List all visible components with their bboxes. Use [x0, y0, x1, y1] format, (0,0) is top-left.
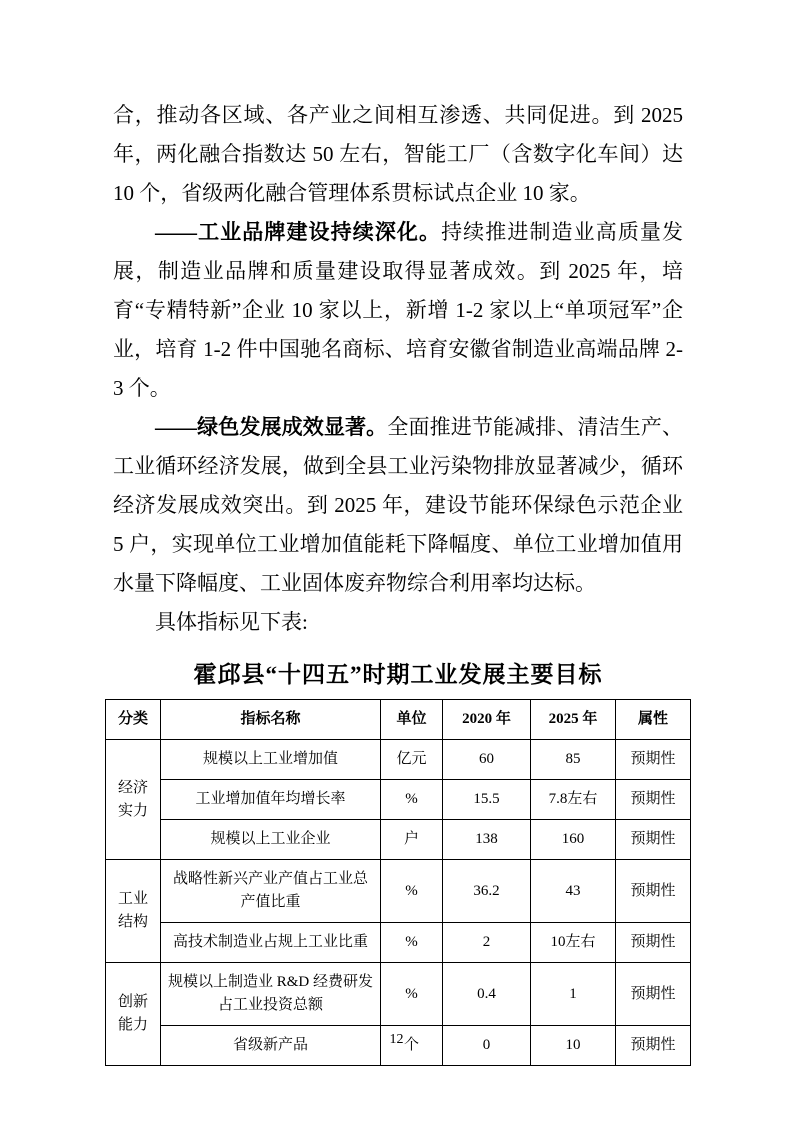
header-year-2020: 2020 年 — [443, 700, 531, 740]
cell-unit: % — [381, 963, 443, 1026]
cell-unit: % — [381, 860, 443, 923]
cell-2025-value: 10 — [531, 1026, 616, 1066]
cell-indicator: 省级新产品 — [161, 1026, 381, 1066]
cell-2025-value: 43 — [531, 860, 616, 923]
cell-indicator: 工业增加值年均增长率 — [161, 780, 381, 820]
cell-indicator: 战略性新兴产业产值占工业总产值比重 — [161, 860, 381, 923]
table-row — [106, 780, 691, 820]
header-attribute: 属性 — [616, 700, 691, 740]
cell-2025-value: 160 — [531, 820, 616, 860]
paragraph-two-integration — [113, 96, 683, 213]
paragraph-green-development — [113, 408, 683, 603]
cell-unit: 亿元 — [381, 740, 443, 780]
paragraph-text: 合，推动各区域、各产业之间相互渗透、共同促进。到 2025 年，两化融合指数达 50 左右，智能工厂（含数字化车间）达 10 个，省级两化融合管理体系贯标试点企业 10 家。 — [113, 103, 683, 205]
cell-2020-value: 0.4 — [443, 963, 531, 1026]
table-row — [106, 820, 691, 860]
cell-attribute: 预期性 — [616, 1026, 691, 1066]
document-content — [113, 96, 683, 1066]
header-unit: 单位 — [381, 700, 443, 740]
cell-category-innovation-capacity: 创新能力 — [106, 963, 161, 1066]
page-number: 12 — [389, 1032, 404, 1047]
cell-2020-value: 138 — [443, 820, 531, 860]
cell-2020-value: 60 — [443, 740, 531, 780]
cell-2020-value: 0 — [443, 1026, 531, 1066]
cell-2025-value: 7.8左右 — [531, 780, 616, 820]
paragraph-brand-building — [113, 213, 683, 408]
paragraph-lead-bold: ——绿色发展成效显著。 — [155, 415, 388, 439]
cell-unit: 户 — [381, 820, 443, 860]
table-header-row — [106, 700, 691, 740]
header-indicator-name: 指标名称 — [161, 700, 381, 740]
table-title: 霍邱县“十四五”时期工业发展主要目标 — [193, 662, 603, 687]
cell-unit: % — [381, 923, 443, 963]
paragraph-text: 持续推进制造业高质量发展，制造业品牌和质量建设取得显著成效。到 2025 年，培育“专精特新”企业 10 家以上，新增 1-2 家以上“单项冠军”企业，培育 1-2 件中国驰名商标、培育安徽省制造业高端品牌 2-3 个。 — [113, 220, 684, 400]
paragraph-text: 全面推进节能减排、清洁生产、工业循环经济发展，做到全县工业污染物排放显著减少，循环经济发展成效突出。到 2025 年，建设节能环保绿色示范企业 5 户，实现单位工业增加值能耗下降幅度、单位工业增加值用水量下降幅度、工业固体废弃物综合利用率均达标。 — [113, 415, 684, 595]
cell-unit: 个 — [381, 1026, 443, 1066]
cell-attribute: 预期性 — [616, 740, 691, 780]
table-row — [106, 963, 691, 1026]
cell-attribute: 预期性 — [616, 780, 691, 820]
cell-category-industrial-structure: 工业结构 — [106, 860, 161, 963]
cell-indicator: 规模以上制造业 R&D 经费研发占工业投资总额 — [161, 963, 381, 1026]
cell-indicator: 规模以上工业企业 — [161, 820, 381, 860]
header-category: 分类 — [106, 700, 161, 740]
cell-attribute: 预期性 — [616, 923, 691, 963]
table-row — [106, 740, 691, 780]
cell-attribute: 预期性 — [616, 820, 691, 860]
industrial-targets-table — [105, 699, 691, 1066]
cell-category-economic-strength: 经济实力 — [106, 740, 161, 860]
cell-2020-value: 2 — [443, 923, 531, 963]
cell-attribute: 预期性 — [616, 860, 691, 923]
cell-2025-value: 85 — [531, 740, 616, 780]
cell-2025-value: 1 — [531, 963, 616, 1026]
cell-2025-value: 10左右 — [531, 923, 616, 963]
cell-2020-value: 36.2 — [443, 860, 531, 923]
cell-indicator: 规模以上工业增加值 — [161, 740, 381, 780]
paragraph-table-intro — [113, 603, 683, 642]
header-year-2025: 2025 年 — [531, 700, 616, 740]
table-row — [106, 923, 691, 963]
table-row — [106, 860, 691, 923]
cell-attribute: 预期性 — [616, 963, 691, 1026]
cell-unit: % — [381, 780, 443, 820]
paragraph-lead-bold: ——工业品牌建设持续深化。 — [155, 220, 442, 244]
cell-2020-value: 15.5 — [443, 780, 531, 820]
paragraph-text: 具体指标见下表: — [155, 610, 308, 634]
cell-indicator: 高技术制造业占规上工业比重 — [161, 923, 381, 963]
